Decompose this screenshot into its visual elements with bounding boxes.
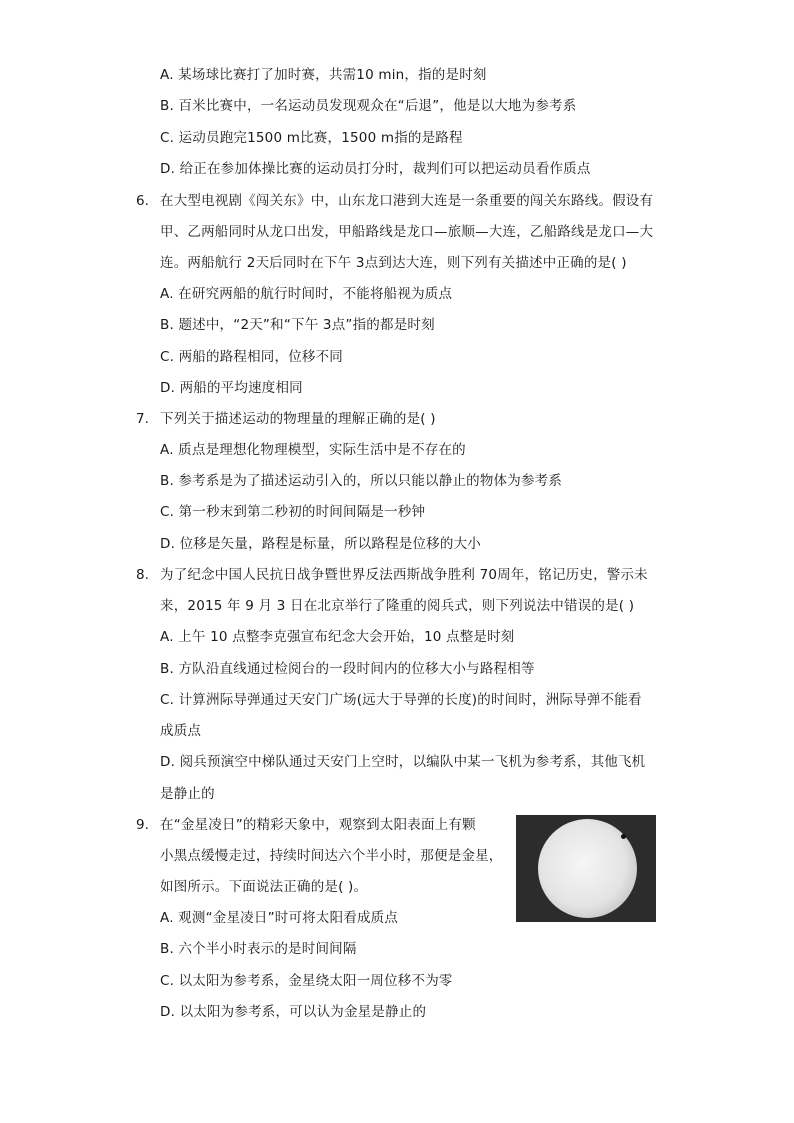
q8-option-d-line-2: 是静止的 — [160, 786, 215, 802]
q8-number: 8. — [136, 567, 149, 583]
q6-option-b: B. 题述中，“2天”和“下午 3点”指的都是时刻 — [160, 317, 435, 333]
q8-option-b: B. 方队沿直线通过检阅台的一段时间内的位移大小与路程相等 — [160, 661, 535, 677]
q7-number: 7. — [136, 411, 149, 427]
q9-number: 9. — [136, 817, 149, 833]
q5-option-d: D. 给正在参加体操比赛的运动员打分时，裁判们可以把运动员看作质点 — [160, 161, 591, 177]
q6-number: 6. — [136, 193, 149, 209]
q9-option-c: C. 以太阳为参考系，金星绕太阳一周位移不为零 — [160, 973, 453, 989]
q7-option-d: D. 位移是矢量，路程是标量，所以路程是位移的大小 — [160, 536, 481, 552]
q6-stem-line-1: 在大型电视剧《闯关东》中，山东龙口港到大连是一条重要的闯关东路线。假设有 — [160, 193, 654, 209]
q6-option-c: C. 两船的路程相同，位移不同 — [160, 349, 344, 365]
q7-option-c: C. 第一秒末到第二秒初的时间间隔是一秒钟 — [160, 504, 426, 520]
q8-option-c-line-1: C. 计算洲际导弹通过天安门广场(远大于导弹的长度)的时间时，洲际导弹不能看 — [160, 692, 642, 708]
venus-transit-photo — [516, 815, 656, 922]
q7-option-b: B. 参考系是为了描述运动引入的，所以只能以静止的物体为参考系 — [160, 473, 563, 489]
q7-stem: 下列关于描述运动的物理量的理解正确的是( ) — [160, 411, 436, 427]
q8-option-d-line-1: D. 阅兵预演空中梯队通过天安门上空时，以编队中某一飞机为参考系，其他飞机 — [160, 754, 646, 770]
q9-stem-line-1: 在“金星凌日”的精彩天象中，观察到太阳表面上有颗 — [160, 817, 476, 833]
q8-option-c-line-2: 成质点 — [160, 723, 202, 739]
q5-option-b: B. 百米比赛中，一名运动员发现观众在“后退”，他是以大地为参考系 — [160, 98, 577, 114]
q9-option-d: D. 以太阳为参考系，可以认为金星是静止的 — [160, 1004, 427, 1020]
q8-stem-line-2: 来，2015 年 9 月 3 日在北京举行了隆重的阅兵式，则下列说法中错误的是( ) — [160, 598, 635, 614]
q9-stem-line-2: 小黑点缓慢走过，持续时间达六个半小时，那便是金星， — [160, 848, 503, 864]
q6-stem-line-3: 连。两船航行 2天后同时在下午 3点到达大连，则下列有关描述中正确的是( ) — [160, 255, 627, 271]
q7-option-a: A. 质点是理想化物理模型，实际生活中是不存在的 — [160, 442, 466, 458]
venus-dot — [621, 834, 626, 839]
q6-stem-line-2: 甲、乙两船同时从龙口出发，甲船路线是龙口—旅顺—大连，乙船路线是龙口—大 — [160, 224, 654, 240]
q9-option-a: A. 观测“金星凌日”时可将太阳看成质点 — [160, 910, 399, 926]
q5-option-c: C. 运动员跑完1500 m比赛，1500 m指的是路程 — [160, 130, 463, 146]
q9-stem-line-3: 如图所示。下面说法正确的是( )。 — [160, 879, 368, 895]
q9-option-b: B. 六个半小时表示的是时间间隔 — [160, 941, 357, 957]
q8-option-a: A. 上午 10 点整李克强宣布纪念大会开始，10 点整是时刻 — [160, 629, 515, 645]
q6-option-d: D. 两船的平均速度相同 — [160, 380, 303, 396]
q8-stem-line-1: 为了纪念中国人民抗日战争暨世界反法西斯战争胜利 70周年，铭记历史，警示未 — [160, 567, 648, 583]
q5-option-a: A. 某场球比赛打了加时赛，共需10 min，指的是时刻 — [160, 67, 487, 83]
q6-option-a: A. 在研究两船的航行时间时，不能将船视为质点 — [160, 286, 453, 302]
